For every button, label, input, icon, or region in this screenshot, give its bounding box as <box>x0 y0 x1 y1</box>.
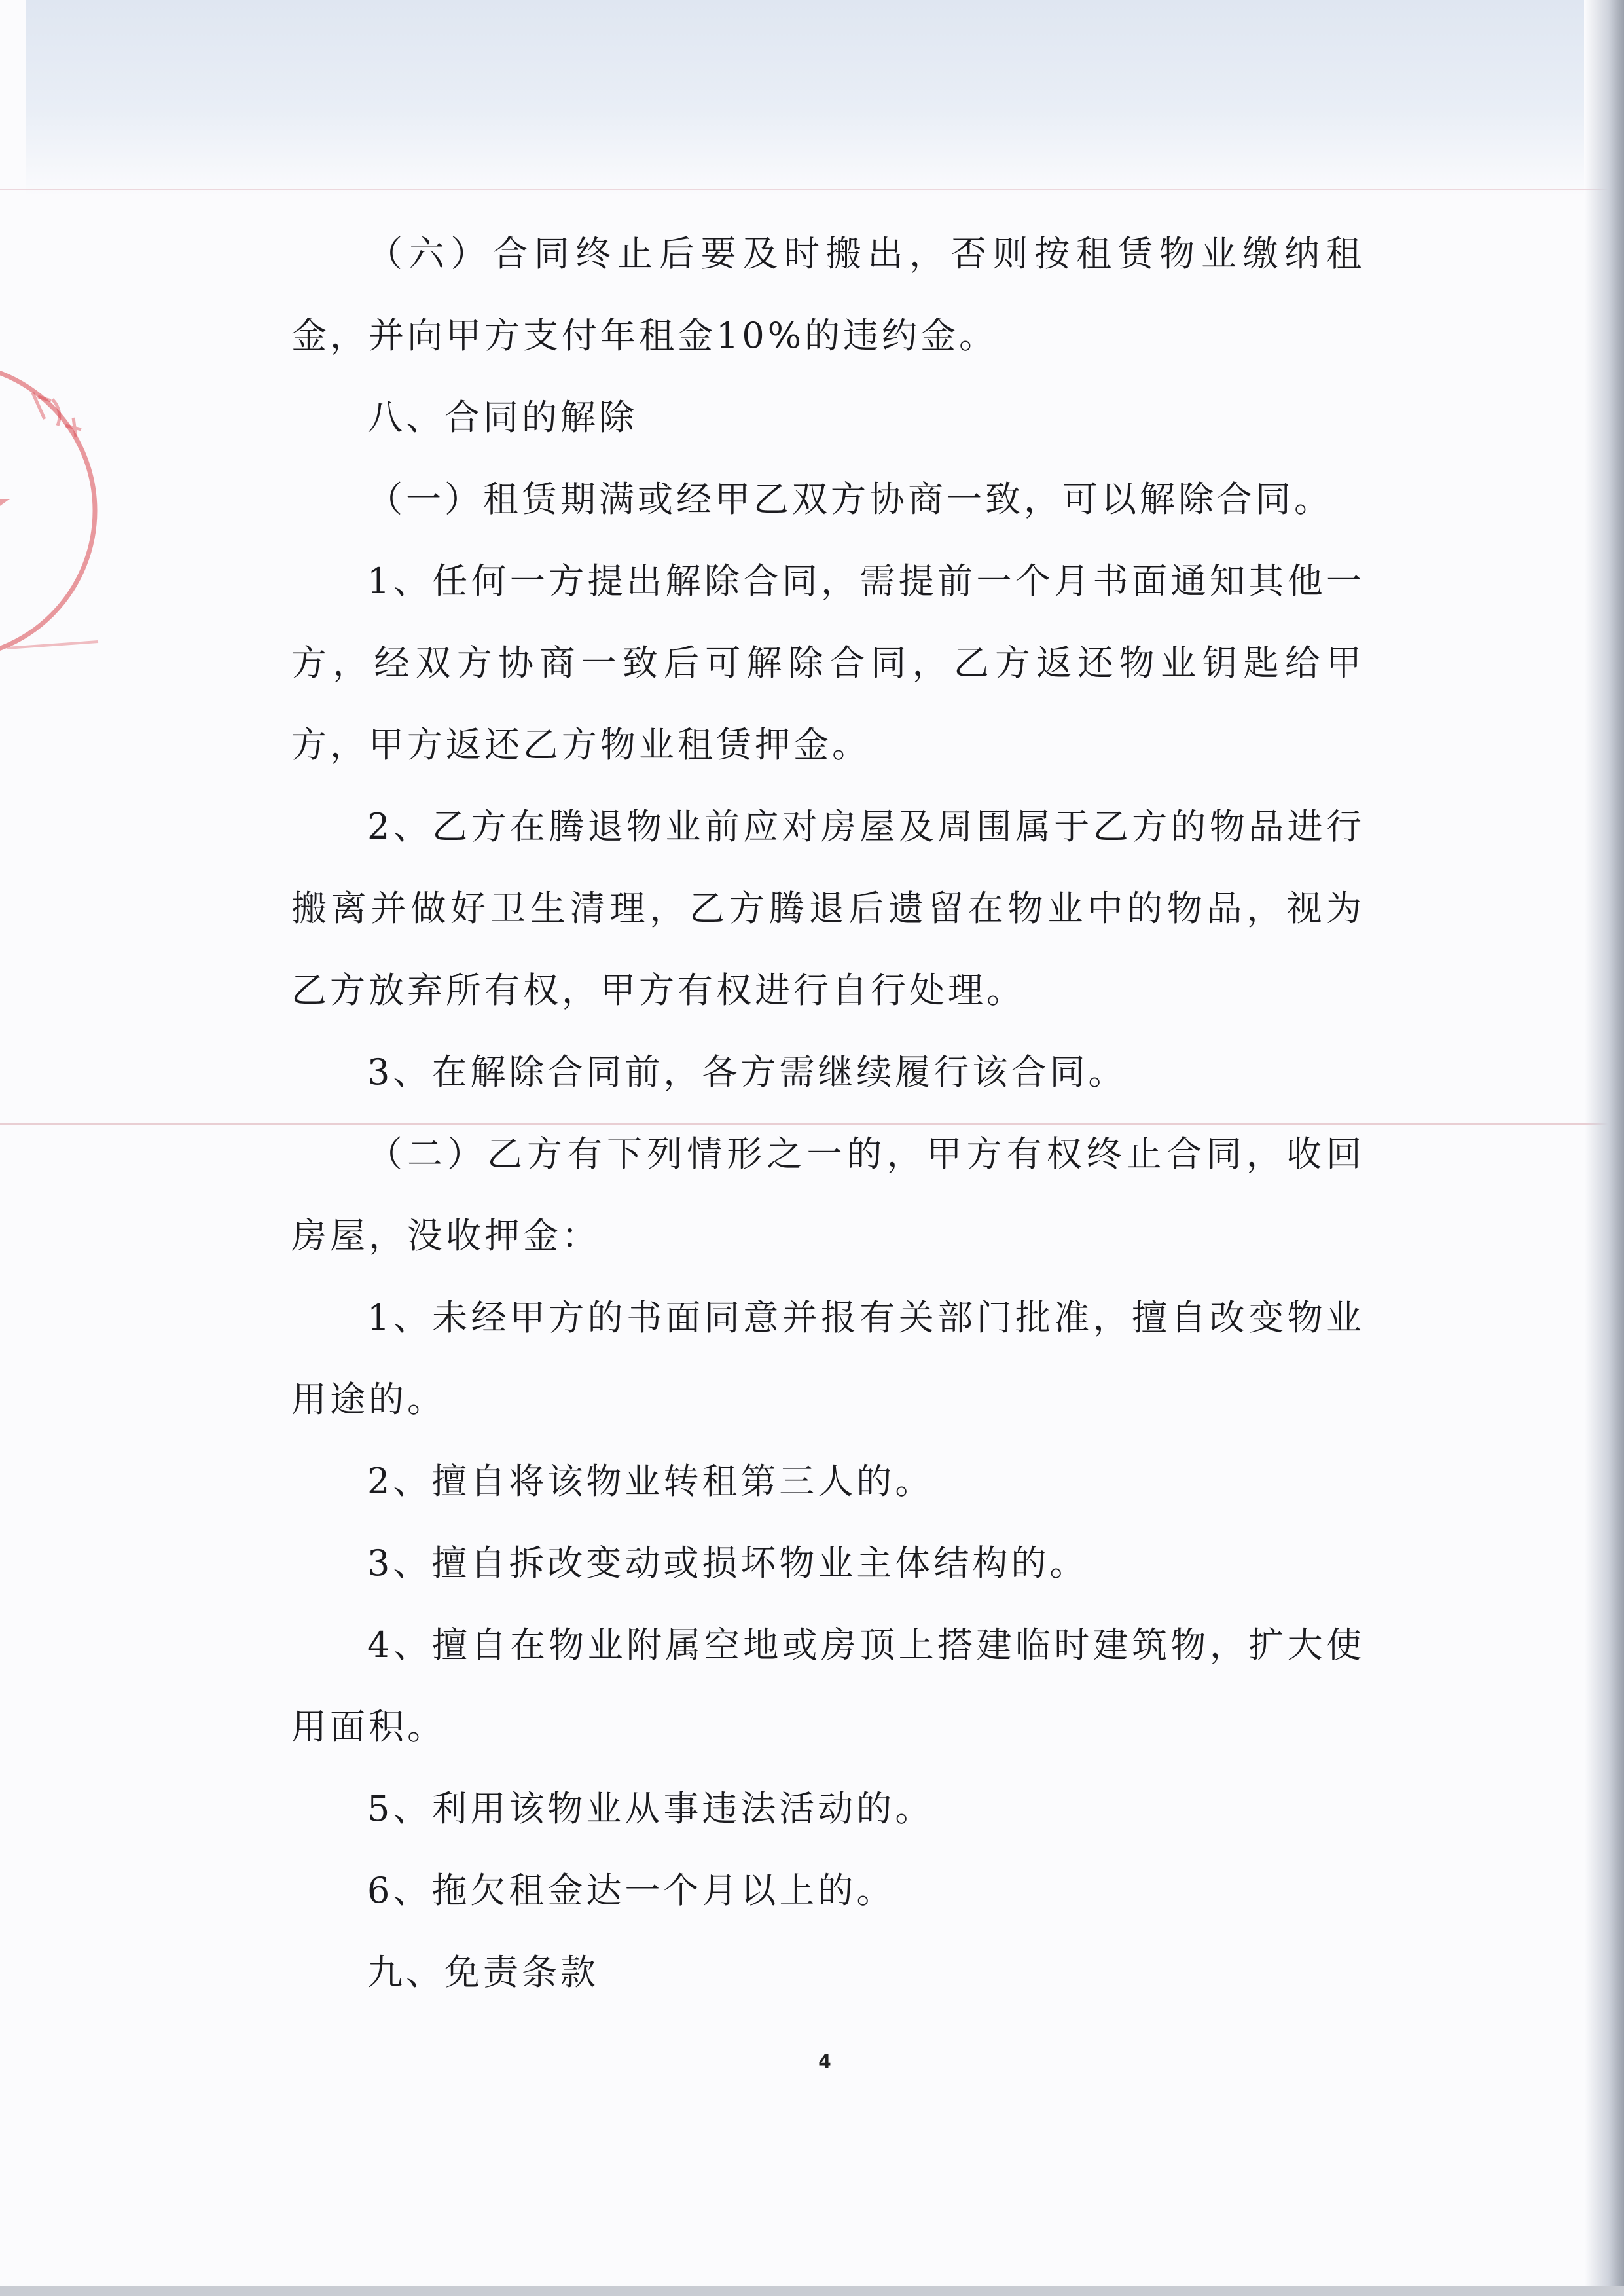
clause-6-termination-moveout: （六）合同终止后要及时搬出，否则按租赁物业缴纳租金，并向甲方支付年租金10%的违约金。 <box>291 233 1365 356</box>
page-bottom-edge <box>0 2286 1624 2296</box>
page-number: 4 <box>818 2050 831 2072</box>
scan-artifact-line <box>0 189 1624 190</box>
section-8-heading: 八、合同的解除 <box>367 397 638 438</box>
scan-header-band <box>26 0 1584 196</box>
clause-8-2-item-1: 1、未经甲方的书面同意并报有关部门批准，擅自改变物业用途的。 <box>291 1297 1365 1420</box>
section-9-heading: 九、免责条款 <box>367 1952 599 1993</box>
clause-8-2-item-2: 2、擅自将该物业转租第三人的。 <box>367 1461 934 1502</box>
clause-8-2-item-6: 6、拖欠租金达一个月以上的。 <box>367 1870 895 1911</box>
clause-8-1-item-2: 2、乙方在腾退物业前应对房屋及周围属于乙方的物品进行搬离并做好卫生清理，乙方腾退后遗留在物业中的物品，视为乙方放弃所有权，甲方有权进行自行处理。 <box>291 806 1365 1011</box>
contract-body <box>291 213 1365 2013</box>
clause-8-1-item-1: 1、任何一方提出解除合同，需提前一个月书面通知其他一方，经双方协商一致后可解除合同，乙方返还物业钥匙给甲方，甲方返还乙方物业租赁押金。 <box>291 560 1365 765</box>
page-edge-shadow <box>1585 0 1624 2296</box>
clause-8-2-item-4: 4、擅自在物业附属空地或房顶上搭建临时建筑物，扩大使用面积。 <box>291 1624 1365 1747</box>
clause-8-1-item-3: 3、在解除合同前，各方需继续履行该合同。 <box>367 1051 1127 1093</box>
clause-8-2: （二）乙方有下列情形之一的，甲方有权终止合同，收回房屋，没收押金： <box>291 1133 1365 1256</box>
clause-8-2-item-5: 5、利用该物业从事违法活动的。 <box>367 1788 934 1829</box>
red-seal-stamp <box>0 354 111 668</box>
clause-8-2-item-3: 3、擅自拆改变动或损坏物业主体结构的。 <box>367 1542 1089 1584</box>
clause-8-1: （一）租赁期满或经甲乙双方协商一致，可以解除合同。 <box>367 479 1333 520</box>
